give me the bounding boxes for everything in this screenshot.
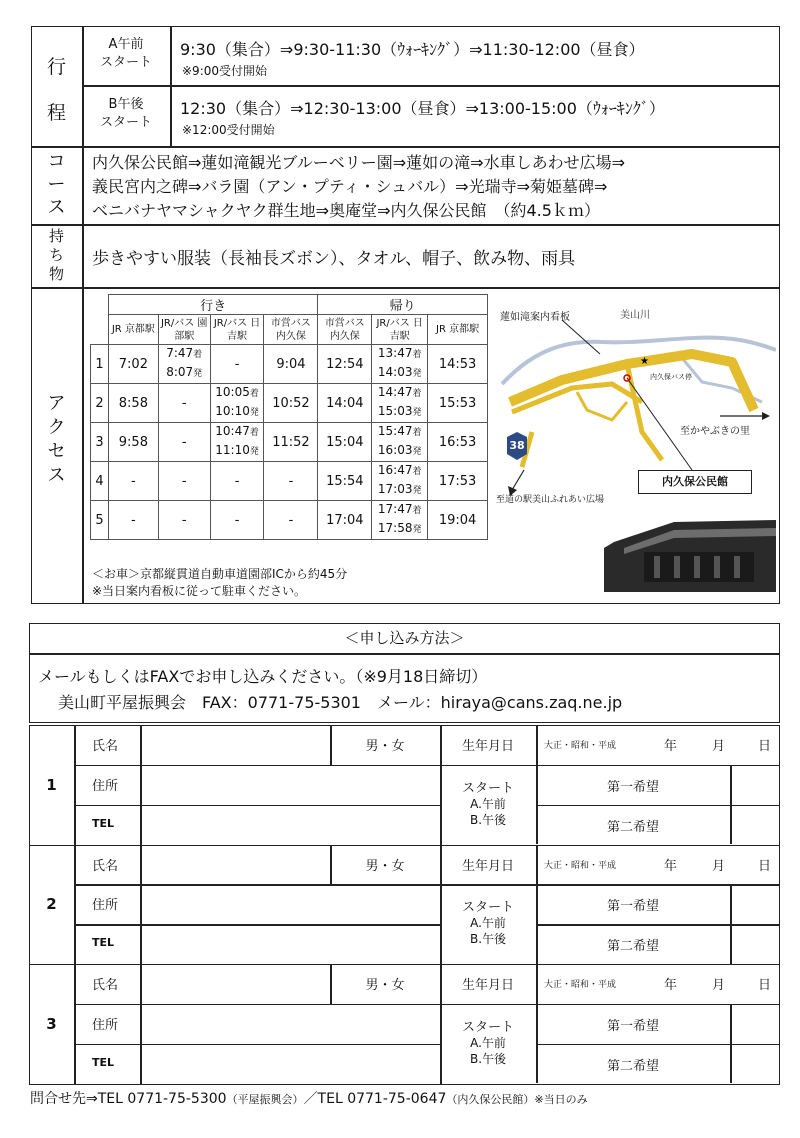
timetable-cell: 15:54: [318, 462, 372, 501]
map-to-kayabuki: 至かやぶきの里: [680, 426, 750, 437]
start-label: スタート: [461, 900, 514, 916]
belongings-label-1: 持: [48, 227, 64, 245]
timetable-cell: 1: [91, 345, 109, 384]
schedule-b-note: ※12:00受付開始: [182, 123, 275, 137]
gender-label: 男・女: [365, 858, 405, 874]
timetable-cell: 9:58: [108, 423, 158, 462]
course-label-2: ー: [47, 174, 66, 195]
contact-mid: ／TEL 0771-75-0647: [303, 1091, 447, 1107]
col-header: 市営バス 内久保: [264, 315, 318, 345]
address-label: 住所: [92, 1017, 119, 1033]
b-label-2: スタート: [99, 115, 152, 130]
gender-label: 男・女: [365, 739, 405, 754]
month-label: 月: [712, 978, 726, 993]
contact-org-1: （平屋振興会）: [226, 1093, 304, 1106]
timetable-cell: -: [108, 462, 158, 501]
pointer-line: [562, 320, 600, 354]
first-choice-field[interactable]: [732, 886, 778, 922]
col-header: JR 京都駅: [108, 315, 158, 345]
timetable-cell: -: [158, 384, 210, 423]
contact-org-2: （内久保公民館）: [446, 1093, 535, 1106]
address-label: 住所: [92, 898, 119, 914]
entry-number: 1: [46, 775, 57, 794]
timetable-cell: 15:53: [428, 384, 488, 423]
year-label: 年: [664, 739, 678, 754]
course-label-3: ス: [47, 197, 66, 218]
schedule-label-top: 行: [46, 56, 66, 78]
timetable-cell: -: [210, 462, 264, 501]
divider: [440, 884, 780, 886]
day-label: 日: [758, 858, 772, 874]
divider: [536, 964, 538, 1004]
timetable-cell: 8:58: [108, 384, 158, 423]
divider: [440, 765, 780, 767]
map-hall: 内久保公民館: [638, 470, 752, 494]
divider: [536, 845, 538, 885]
timetable-cell: 16:47着 17:03発: [372, 462, 428, 501]
day-label: 日: [758, 739, 772, 754]
access-label-4: ス: [47, 465, 66, 486]
divider: [536, 725, 538, 765]
first-choice-field[interactable]: [732, 1006, 778, 1042]
access-label-3: セ: [47, 441, 66, 462]
timetable-cell: -: [158, 501, 210, 540]
apply-title: ＜申し込み方法＞: [344, 629, 465, 647]
first-choice-field[interactable]: [732, 767, 778, 803]
a-label-1: A午前: [108, 37, 144, 52]
birth-label: 生年月日: [461, 739, 514, 754]
name-label: 氏名: [92, 739, 119, 754]
arrow-line: [512, 470, 524, 490]
hall-photo: [604, 512, 776, 592]
col-header: JR/バス 園部駅: [158, 315, 210, 345]
course-label-1: コ: [47, 151, 66, 172]
map-river: 美山川: [620, 310, 650, 321]
timetable-cell: 17:53: [428, 462, 488, 501]
schedule-label-bottom: 程: [46, 102, 66, 124]
divider: [440, 1004, 780, 1006]
timetable-cell: 19:04: [428, 501, 488, 540]
contact-prefix: 問合せ先⇒TEL 0771-75-5300: [30, 1091, 227, 1107]
year-label: 年: [664, 978, 678, 993]
address-field[interactable]: [142, 767, 438, 803]
timetable-cell: 7:47着 8:07発: [158, 345, 210, 384]
entry-number: 2: [46, 895, 57, 914]
course-line-3: ベニバナヤマシャクヤク群生地⇒奥庵堂⇒内久保公民館 （約4.5ｋｍ）: [92, 201, 600, 220]
gender-label: 男・女: [365, 978, 405, 993]
start-label: スタート: [461, 1019, 514, 1035]
birth-label: 生年月日: [461, 858, 514, 874]
address-field[interactable]: [142, 1006, 438, 1042]
go-header: 行き: [108, 295, 317, 315]
schedule-b-label: [82, 96, 170, 132]
tel-label: TEL: [92, 816, 115, 830]
timetable-row: [91, 384, 488, 423]
course-line-1: 内久保公民館⇒蓮如滝観光ブルーベリー園⇒蓮如の滝⇒水車しあわせ広場⇒: [92, 153, 625, 172]
name-label: 氏名: [92, 978, 119, 993]
road-small: [577, 392, 627, 420]
schedule-label: [31, 44, 82, 136]
timetable-row: [91, 462, 488, 501]
divider: [29, 653, 780, 655]
parking-note: ※当日案内看板に従って駐車ください。: [92, 584, 307, 598]
apply-line-2: 美山町平屋振興会 FAX：0771-75-5301 メール：hiraya@cans.zaq.ne.jp: [58, 693, 623, 712]
timetable-cell: 15:47着 16:03発: [372, 423, 428, 462]
address-label: 住所: [92, 778, 119, 794]
course-label: [31, 150, 82, 219]
timetable-cell: -: [210, 345, 264, 384]
divider: [82, 85, 780, 87]
start-a-label: A.午前: [470, 1035, 506, 1050]
a-label-2: スタート: [99, 55, 152, 70]
name-field[interactable]: [142, 727, 328, 763]
address-field[interactable]: [142, 886, 438, 922]
timetable-cell: 5: [91, 501, 109, 540]
name-label: 氏名: [92, 858, 119, 874]
first-choice-label: 第一希望: [606, 899, 659, 915]
schedule-a-label: [82, 36, 170, 72]
divider: [31, 146, 780, 148]
tel-label: TEL: [92, 936, 115, 950]
timetable-cell: 14:53: [428, 345, 488, 384]
timetable: [90, 294, 488, 540]
month-label: 月: [712, 858, 726, 874]
first-choice-label: 第一希望: [606, 1018, 659, 1034]
timetable-cell: 16:53: [428, 423, 488, 462]
photo-svg: [604, 512, 776, 592]
access-label-1: ア: [47, 393, 66, 414]
map-bus-stop: 内久保バス停: [650, 373, 692, 381]
timetable-cell: 10:52: [264, 384, 318, 423]
divider: [74, 725, 76, 845]
first-choice-label: 第一希望: [606, 779, 659, 795]
col-header: JR/バス 日吉駅: [210, 315, 264, 345]
name-field[interactable]: [142, 966, 328, 1002]
start-a-label: A.午前: [470, 796, 506, 811]
start-a-label: A.午前: [470, 916, 506, 931]
divider: [74, 845, 76, 965]
b-label-1: B午後: [108, 97, 144, 112]
timetable-cell: -: [210, 501, 264, 540]
second-choice-label: 第二希望: [606, 819, 659, 835]
star-icon: ★: [640, 356, 649, 367]
timetable-row: [91, 345, 488, 384]
tel-label: TEL: [92, 1055, 115, 1069]
second-choice-label: 第二希望: [606, 939, 659, 955]
timetable-cell: 10:47着 11:10発: [210, 423, 264, 462]
timetable-cell: 7:02: [108, 345, 158, 384]
belongings-label: [31, 227, 82, 284]
second-choice-field[interactable]: [732, 807, 778, 843]
access-map: [492, 292, 776, 512]
timetable-cell: 15:04: [318, 423, 372, 462]
course-line-2: 義民宮内之碑⇒バラ園（アン・プティ・シュバル）⇒光瑞寺⇒菊姫墓碑⇒: [92, 177, 608, 196]
entry-number: 3: [46, 1014, 57, 1033]
year-label: 年: [664, 858, 678, 874]
day-label: 日: [758, 978, 772, 993]
name-field[interactable]: [142, 847, 328, 883]
start-b-label: B.午後: [469, 1051, 507, 1066]
timetable-cell: 4: [91, 462, 109, 501]
start-b-label: B.午後: [469, 812, 507, 827]
start-label: スタート: [461, 780, 514, 796]
access-label-2: ク: [47, 417, 66, 438]
contact-line: [30, 1088, 588, 1108]
schedule-a-time: 9:30（集合）⇒9:30-11:30（ｳｫｰｷﾝｸﾞ）⇒11:30-12:00（昼食）: [180, 40, 645, 59]
tel-field[interactable]: [142, 807, 438, 843]
timetable-cell: -: [108, 501, 158, 540]
belongings-text: 歩きやすい服装（長袖長ズボン）、タオル、帽子、飲み物、雨具: [92, 249, 576, 269]
col-header: JR 京都駅: [428, 315, 488, 345]
schedule-b-time: 12:30（集合）⇒12:30-13:00（昼食）⇒13:00-15:00（ｳｫｰｷﾝｸﾞ）: [180, 99, 665, 118]
car-note: ＜お車＞京都縦貫道自動車道園部ICから約45分: [92, 567, 348, 581]
col-header: 市営バス 内久保: [318, 315, 372, 345]
schedule-a-note: ※9:00受付開始: [182, 64, 268, 78]
timetable-cell: 3: [91, 423, 109, 462]
second-choice-label: 第二希望: [606, 1058, 659, 1074]
arrow-head: [762, 412, 770, 420]
timetable-cell: -: [158, 423, 210, 462]
timetable-cell: 12:54: [318, 345, 372, 384]
col-header: JR/バス 日吉駅: [372, 315, 428, 345]
timetable-cell: 10:05着 10:10発: [210, 384, 264, 423]
belongings-label-3: 物: [48, 265, 64, 283]
timetable-cell: -: [264, 501, 318, 540]
timetable-row: [91, 423, 488, 462]
course-text: [92, 151, 625, 223]
timetable-cell: -: [264, 462, 318, 501]
divider: [74, 964, 76, 1084]
era-label: 大正・昭和・平成: [544, 860, 617, 871]
timetable-cell: 17:47着 17:58発: [372, 501, 428, 540]
birth-label: 生年月日: [461, 978, 514, 993]
map-to-station: 至道の駅美山ふれあい広場: [496, 495, 605, 505]
timetable-row: [91, 501, 488, 540]
month-label: 月: [712, 739, 726, 754]
contact-note: ※当日のみ: [534, 1093, 588, 1106]
timetable-cell: -: [158, 462, 210, 501]
return-header: 帰り: [318, 295, 488, 315]
divider: [31, 287, 780, 289]
access-label: [31, 392, 82, 488]
era-label: 大正・昭和・平成: [544, 980, 617, 990]
timetable-cell: 9:04: [264, 345, 318, 384]
tel-field[interactable]: [142, 926, 438, 962]
timetable-cell: 14:47着 15:03発: [372, 384, 428, 423]
second-choice-field[interactable]: [732, 926, 778, 962]
belongings-label-2: ち: [48, 246, 64, 264]
map-route-no: 38: [509, 439, 525, 452]
timetable-cell: 14:04: [318, 384, 372, 423]
map-signboard: 蓮如滝案内看板: [500, 312, 570, 323]
start-b-label: B.午後: [469, 932, 507, 947]
divider: [31, 224, 780, 226]
timetable-cell: 11:52: [264, 423, 318, 462]
timetable-cell: 13:47着 14:03発: [372, 345, 428, 384]
second-choice-field[interactable]: [732, 1046, 778, 1082]
apply-line-1: メールもしくはFAXでお申し込みください。（※9月18日締切）: [38, 667, 488, 686]
tel-field[interactable]: [142, 1046, 438, 1082]
timetable-cell: 2: [91, 384, 109, 423]
timetable-cell: 17:04: [318, 501, 372, 540]
era-label: 大正・昭和・平成: [544, 741, 617, 751]
